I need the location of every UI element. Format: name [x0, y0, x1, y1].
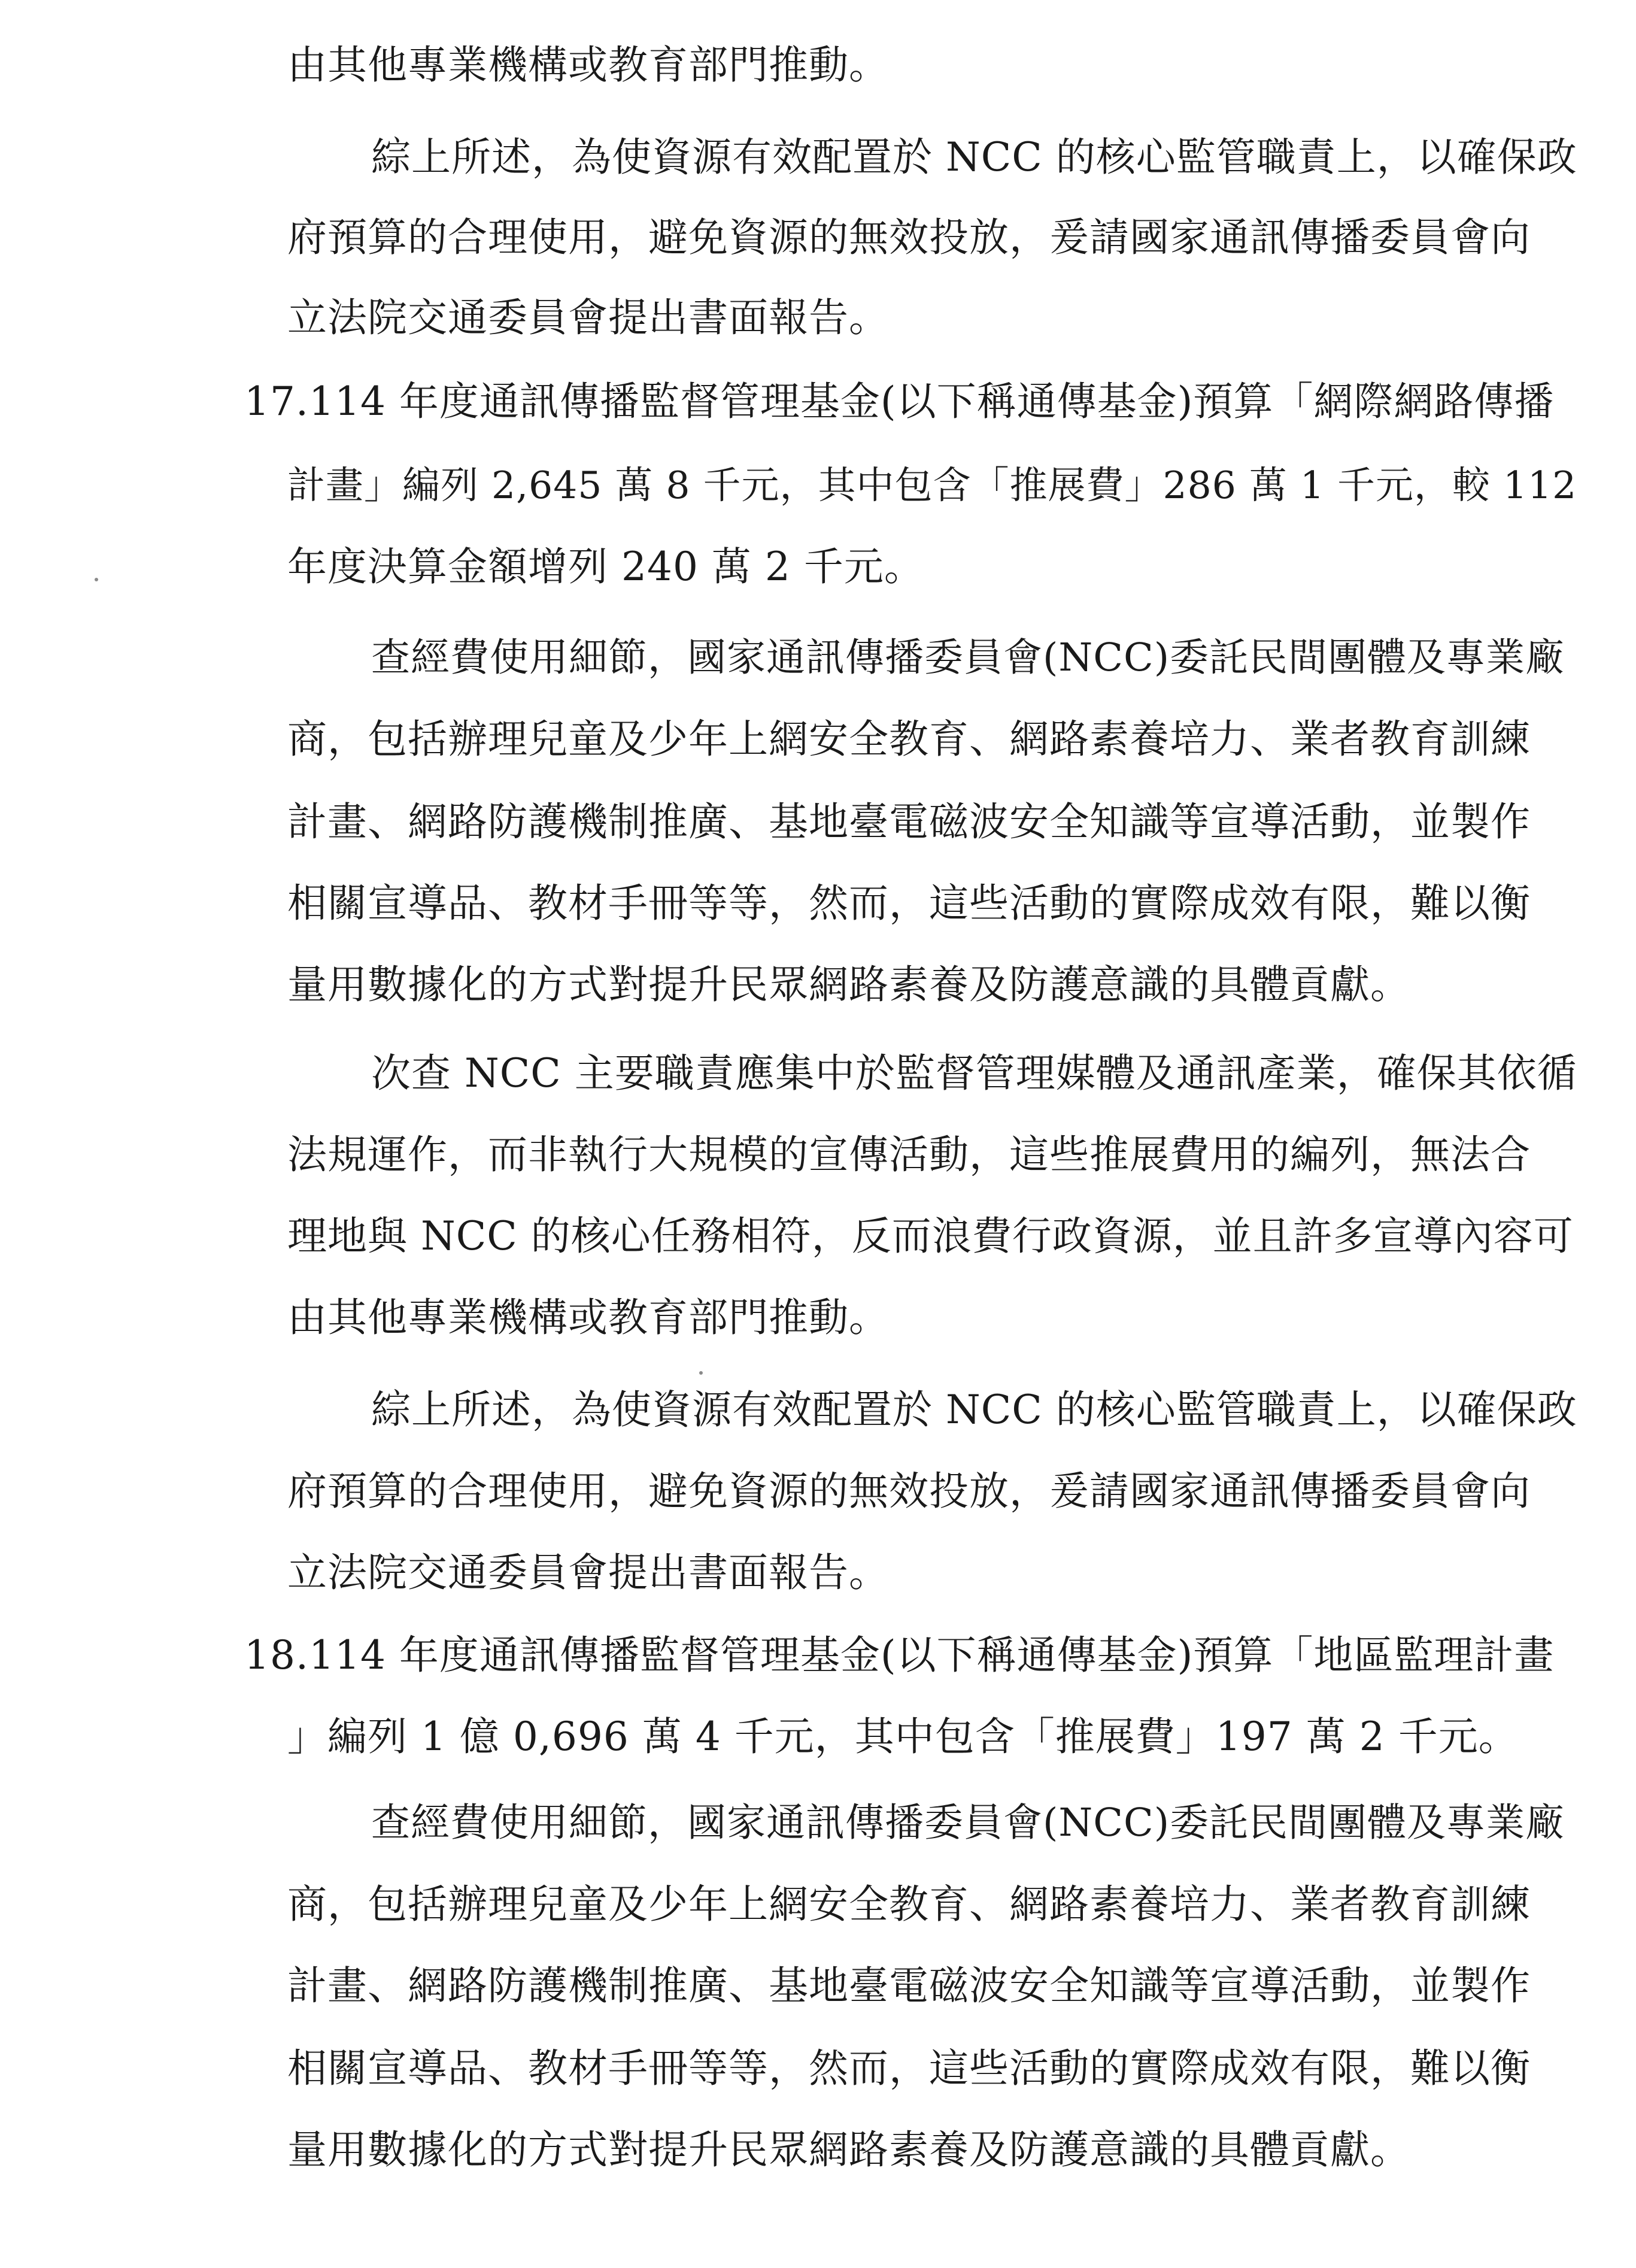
- text-line: 由其他專業機構或教育部門推動。: [287, 42, 889, 88]
- text-line: 由其他專業機構或教育部門推動。: [287, 1294, 889, 1341]
- text-line: 計畫、網路防護機制推廣、基地臺電磁波安全知識等宣導活動，並製作: [287, 1963, 1531, 2009]
- text-line: 商，包括辦理兒童及少年上網安全教育、網路素養培力、業者教育訓練: [287, 716, 1531, 762]
- text-line: 綜上所述，為使資源有效配置於 NCC 的核心監管職責上，以確保政: [371, 1387, 1577, 1433]
- item-heading-line: 17.114 年度通訊傳播監督管理基金(以下稱通傳基金)預算「網際網路傳播: [244, 378, 1555, 425]
- text-line: 量用數據化的方式對提升民眾網路素養及防護意識的具體貢獻。: [287, 2127, 1410, 2173]
- text-line: 」編列 1 億 0,696 萬 4 千元，其中包含「推展費」197 萬 2 千元。: [287, 1714, 1519, 1760]
- text-line: 計畫、網路防護機制推廣、基地臺電磁波安全知識等宣導活動，並製作: [287, 799, 1531, 845]
- text-line: 相關宣導品、教材手冊等等，然而，這些活動的實際成效有限，難以衡: [287, 880, 1531, 926]
- text-line: 商，包括辦理兒童及少年上網安全教育、網路素養培力、業者教育訓練: [287, 1881, 1531, 1927]
- text-line: 量用數據化的方式對提升民眾網路素養及防護意識的具體貢獻。: [287, 962, 1410, 1008]
- text-line: 理地與 NCC 的核心任務相符，反而浪費行政資源，並且許多宣導內容可: [287, 1213, 1574, 1259]
- text-line: 府預算的合理使用，避免資源的無效投放，爰請國家通訊傳播委員會向: [287, 214, 1531, 260]
- text-line: 查經費使用細節，國家通訊傳播委員會(NCC)委託民間團體及專業廠: [371, 1800, 1565, 1845]
- text-line: 次查 NCC 主要職責應集中於監督管理媒體及通訊產業，確保其依循: [371, 1050, 1577, 1096]
- scan-speck: [95, 578, 98, 581]
- text-line: 府預算的合理使用，避免資源的無效投放，爰請國家通訊傳播委員會向: [287, 1468, 1531, 1514]
- text-line: 立法院交通委員會提出書面報告。: [287, 295, 889, 341]
- text-line: 立法院交通委員會提出書面報告。: [287, 1550, 889, 1596]
- text-line: 年度決算金額增列 240 萬 2 千元。: [287, 544, 924, 590]
- text-line: 綜上所述，為使資源有效配置於 NCC 的核心監管職責上，以確保政: [371, 134, 1577, 180]
- text-line: 法規運作，而非執行大規模的宣傳活動，這些推展費用的編列，無法合: [287, 1132, 1531, 1178]
- text-line: 相關宣導品、教材手冊等等，然而，這些活動的實際成效有限，難以衡: [287, 2045, 1531, 2091]
- text-line: 查經費使用細節，國家通訊傳播委員會(NCC)委託民間團體及專業廠: [371, 635, 1565, 680]
- item-heading-line: 18.114 年度通訊傳播監督管理基金(以下稱通傳基金)預算「地區監理計畫: [244, 1632, 1555, 1678]
- scan-speck: [699, 1371, 703, 1375]
- text-line: 計畫」編列 2,645 萬 8 千元，其中包含「推展費」286 萬 1 千元，較 112: [287, 463, 1577, 507]
